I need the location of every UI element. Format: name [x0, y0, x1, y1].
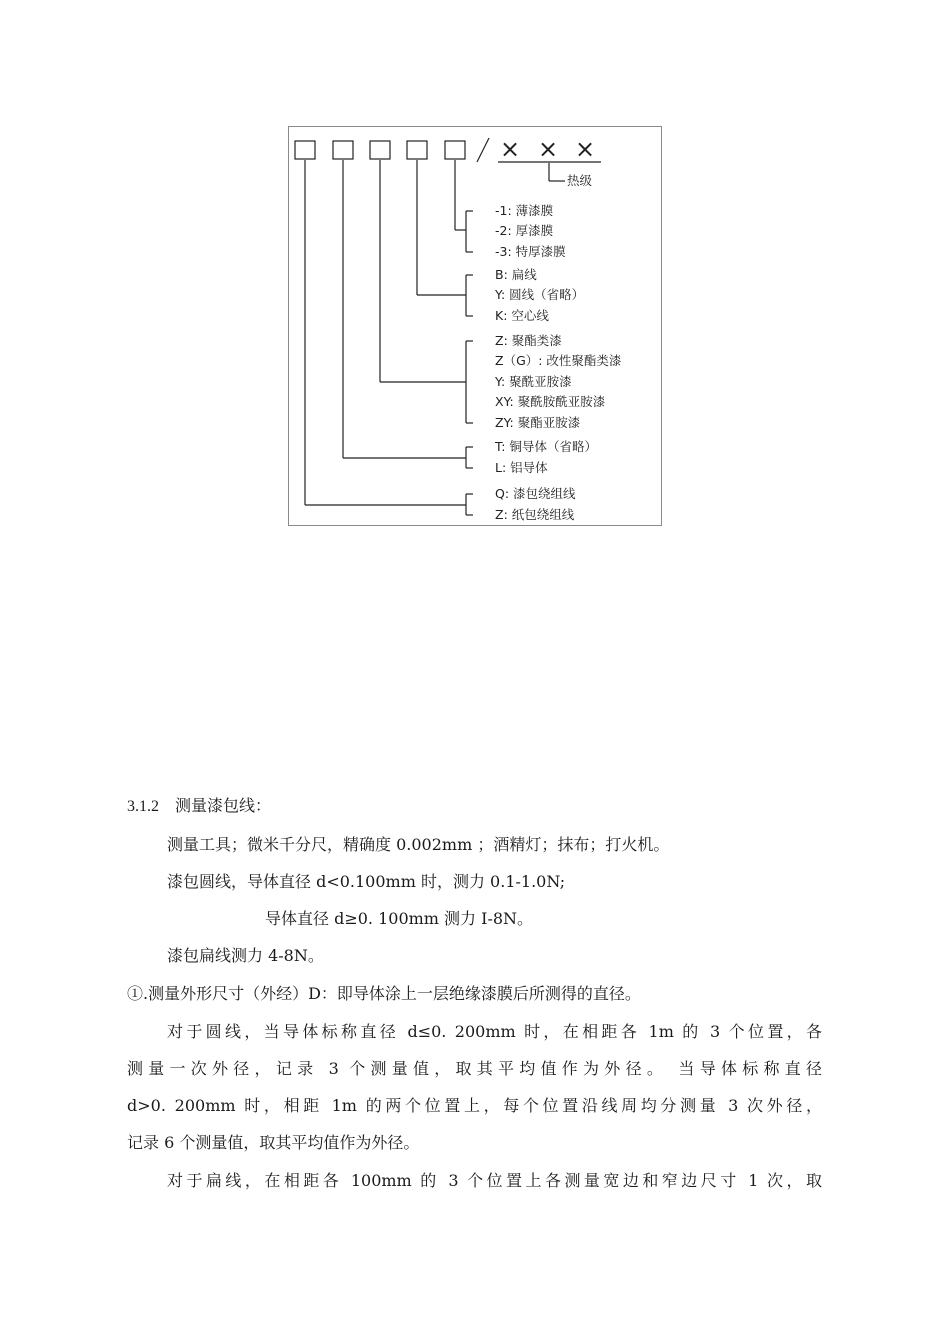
film-option-2: -2: 厚漆膜: [495, 223, 554, 238]
film-option-3: -3: 特厚漆膜: [495, 244, 566, 259]
suffix-mark-3: ×: [575, 135, 596, 163]
wire-code-diagram: [288, 126, 662, 526]
conductor-option-1: T: 铜导体（省略）: [495, 439, 597, 454]
round-wire-line-2: 导体直径 d≥0. 100mm 测力 I-8N。: [265, 909, 534, 928]
shape-option-2: Y: 圆线（省略）: [495, 287, 585, 302]
type-option-1: Q: 漆包绕组线: [495, 486, 576, 501]
para1-line-3: d>0. 200mm 时，相距 1m 的两个位置上，每个位置沿线周均分测量 3 次外径，: [127, 1096, 822, 1115]
para1-line-2: 测量一次外径，记录 3 个测量值，取其平均值作为外径。 当导体标称直径: [127, 1059, 822, 1078]
section-title: 测量漆包线：: [175, 798, 272, 815]
diagram-lines: [289, 127, 663, 527]
code-box-3: [370, 141, 390, 159]
tools-line: 测量工具；微米千分尺，精确度 0.002mm ；酒精灯；抹布；打火机。: [167, 835, 670, 854]
flat-wire-line: 漆包扁线测力 4-8N。: [167, 946, 324, 965]
shape-option-1: B: 扁线: [495, 267, 537, 282]
round-wire-line-1: 漆包圆线，导体直径 d<0.100mm 时，测力 0.1-1.0N;: [167, 872, 566, 891]
shape-option-3: K: 空心线: [495, 308, 549, 323]
paint-option-4: XY: 聚酰胺酰亚胺漆: [495, 394, 606, 409]
suffix-mark-2: ×: [538, 135, 559, 163]
paint-option-2: Z（G）: 改性聚酯类漆: [495, 353, 622, 368]
section-heading: [127, 797, 271, 817]
code-box-5: [445, 141, 465, 159]
para2-line-1: 对于扁线，在相距各 100mm 的 3 个位置上各测量宽边和窄边尺寸 1 次，取: [167, 1171, 822, 1190]
film-option-1: -1: 薄漆膜: [495, 203, 554, 218]
para1-line-4: 记录 6 个测量值，取其平均值作为外径。: [127, 1133, 420, 1152]
para1-line-1: 对于圆线，当导体标称直径 d≤0. 200mm 时，在相距各 1m 的 3 个位置，各: [167, 1022, 822, 1041]
code-box-4: [407, 141, 427, 159]
conductor-option-2: L: 铝导体: [495, 460, 548, 475]
code-box-2: [333, 141, 353, 159]
item1-heading: ①.测量外形尺寸（外经）D：即导体涂上一层绝缘漆膜后所测得的直径。: [127, 984, 641, 1003]
section-number: 3.1.2: [127, 798, 159, 815]
suffix-mark-1: ×: [500, 135, 521, 163]
paint-option-1: Z: 聚酯类漆: [495, 333, 562, 348]
paint-option-3: Y: 聚酰亚胺漆: [495, 374, 572, 389]
heat-level-label: 热级: [567, 173, 593, 188]
code-box-1: [295, 141, 315, 159]
type-option-2: Z: 纸包绕组线: [495, 507, 575, 522]
slash-mark: [477, 138, 489, 162]
paint-option-5: ZY: 聚酯亚胺漆: [495, 415, 581, 430]
